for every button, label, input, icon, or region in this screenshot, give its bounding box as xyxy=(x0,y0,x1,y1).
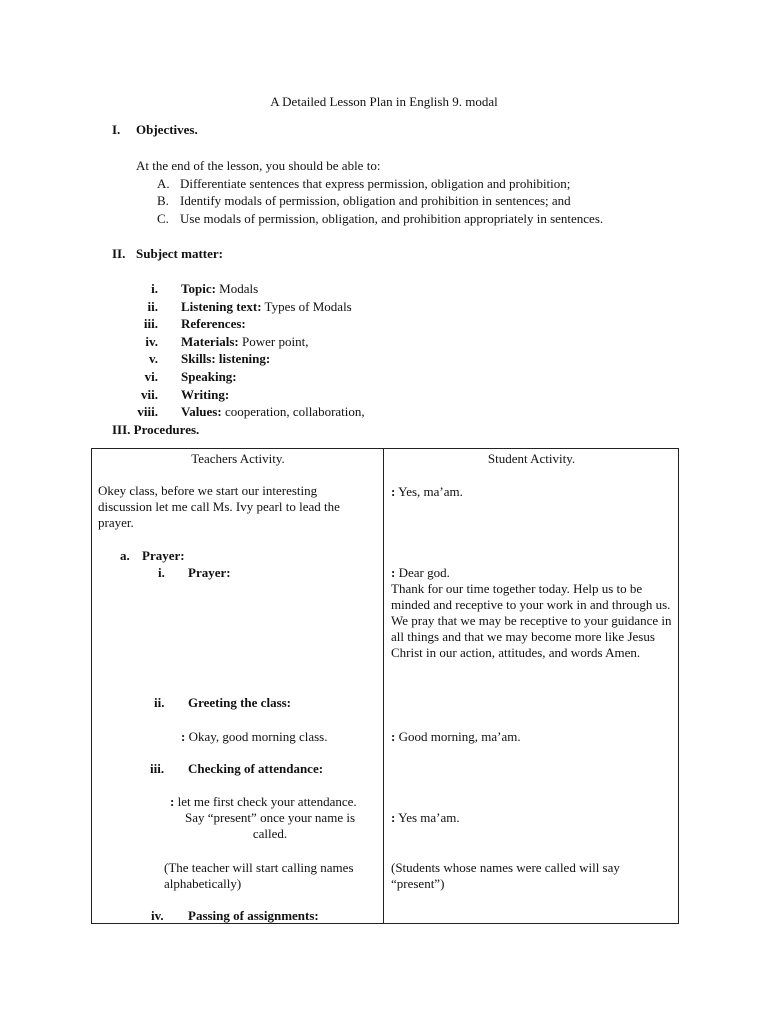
greeting-line xyxy=(181,729,327,745)
prayer-i-number: i. xyxy=(158,565,165,580)
student-yes-line xyxy=(391,484,463,500)
objective-text: Identify modals of permission, obligation and prohibition in sentences; and xyxy=(180,193,571,208)
attendance-colon: : xyxy=(170,794,175,809)
student-prayer-open: Dear god. xyxy=(395,565,450,580)
procedures-heading: III. Procedures. xyxy=(112,422,200,437)
subject-item-label: Listening text: xyxy=(181,299,262,314)
subject-item-value: cooperation, collaboration, xyxy=(221,404,365,419)
subject-item-label: Values: xyxy=(181,404,222,419)
student-activity-header: Student Activity. xyxy=(487,451,576,466)
student-activity-column xyxy=(384,449,679,924)
subject-item xyxy=(181,299,352,315)
student-present-text: Yes ma’am. xyxy=(395,810,460,825)
subject-item-number: ii. xyxy=(147,299,158,314)
student-prayer-open-line xyxy=(391,565,450,581)
student-greeting-text: Good morning, ma’am. xyxy=(395,729,521,744)
subject-item xyxy=(181,387,229,403)
objectives-intro: At the end of the lesson, you should be able to: xyxy=(136,158,381,173)
subject-item-number: vii. xyxy=(141,387,158,402)
prayer-a-label: Prayer: xyxy=(142,548,185,563)
attendance-number: iii. xyxy=(150,761,165,776)
subject-item-number: i. xyxy=(151,281,158,296)
subject-item-label: Materials: xyxy=(181,334,239,349)
subject-item-label: Speaking: xyxy=(181,369,237,384)
prayer-a-number: a. xyxy=(120,548,130,563)
objectives-numeral: I. xyxy=(112,122,121,137)
subject-item-value: Power point, xyxy=(238,334,309,349)
objective-text: Use modals of permission, obligation, and prohibition appropriately in sentences. xyxy=(180,211,604,226)
subject-item-label: Skills: listening: xyxy=(181,351,271,366)
greeting-number: ii. xyxy=(154,695,165,710)
objective-letter: A. xyxy=(157,176,170,191)
student-present-colon: : xyxy=(391,810,396,825)
attendance-line-1 xyxy=(170,794,357,810)
student-yes-text: Yes, ma’am. xyxy=(395,484,463,499)
attendance-text-3: called. xyxy=(252,826,288,841)
student-greeting-line xyxy=(391,729,521,745)
teacher-activity-header: Teachers Activity. xyxy=(191,451,285,466)
subject-item-number: v. xyxy=(148,351,158,366)
student-present-line xyxy=(391,810,460,826)
objective-text: Differentiate sentences that express permission, obligation and prohibition; xyxy=(180,176,571,191)
subject-matter-heading: Subject matter: xyxy=(136,246,223,261)
subject-item-number: iii. xyxy=(143,316,158,331)
subject-item xyxy=(181,281,258,297)
student-greeting-colon: : xyxy=(391,729,396,744)
subject-item-label: References: xyxy=(181,316,246,331)
attendance-label: Checking of attendance: xyxy=(188,761,324,776)
objective-letter: C. xyxy=(157,211,169,226)
document-title: A Detailed Lesson Plan in English 9. modal xyxy=(270,94,498,109)
subject-item-number: vi. xyxy=(144,369,158,384)
student-called-note: (Students whose names were called will say “present”) xyxy=(391,860,620,891)
calling-names-note: (The teacher will start calling names alphabetically) xyxy=(164,860,354,891)
attendance-text-2: Say “present” once your name is xyxy=(184,810,356,825)
prayer-i-label: Prayer: xyxy=(188,565,231,580)
student-prayer-colon: : xyxy=(391,565,396,580)
teacher-intro-text: Okey class, before we start our interesting discussion let me call Ms. Ivy pearl to lead the prayer. xyxy=(98,483,340,530)
greeting-colon: : xyxy=(181,729,186,744)
objectives-heading: Objectives. xyxy=(136,122,198,137)
subject-item xyxy=(181,334,308,350)
greeting-text: Okay, good morning class. xyxy=(185,729,328,744)
student-yes-colon: : xyxy=(391,484,396,499)
subject-item xyxy=(181,404,365,420)
subject-item-value: Modals xyxy=(215,281,259,296)
subject-item-label: Writing: xyxy=(181,387,230,402)
subject-item-label: Topic: xyxy=(181,281,216,296)
subject-item-number: viii. xyxy=(137,404,158,419)
procedures-table xyxy=(91,448,679,924)
assignments-label: Passing of assignments: xyxy=(188,908,319,923)
subject-item-value: Types of Modals xyxy=(261,299,352,314)
subject-matter-numeral: II. xyxy=(112,246,126,261)
subject-item xyxy=(181,351,270,367)
assignments-number: iv. xyxy=(151,908,164,923)
greeting-label: Greeting the class: xyxy=(188,695,292,710)
student-prayer-text: Thank for our time together today. Help us to be minded and receptive to your work in and through us. We pray that we may be receptive to your guidance in all things and that we may become more like Jesus Christ in our action, attitudes, and words Amen. xyxy=(391,581,672,660)
attendance-text-1: let me first check your attendance. xyxy=(174,794,357,809)
subject-item-number: iv. xyxy=(145,334,158,349)
objective-letter: B. xyxy=(157,193,169,208)
teacher-activity-column xyxy=(92,449,384,924)
subject-item xyxy=(181,316,246,332)
subject-item xyxy=(181,369,237,385)
